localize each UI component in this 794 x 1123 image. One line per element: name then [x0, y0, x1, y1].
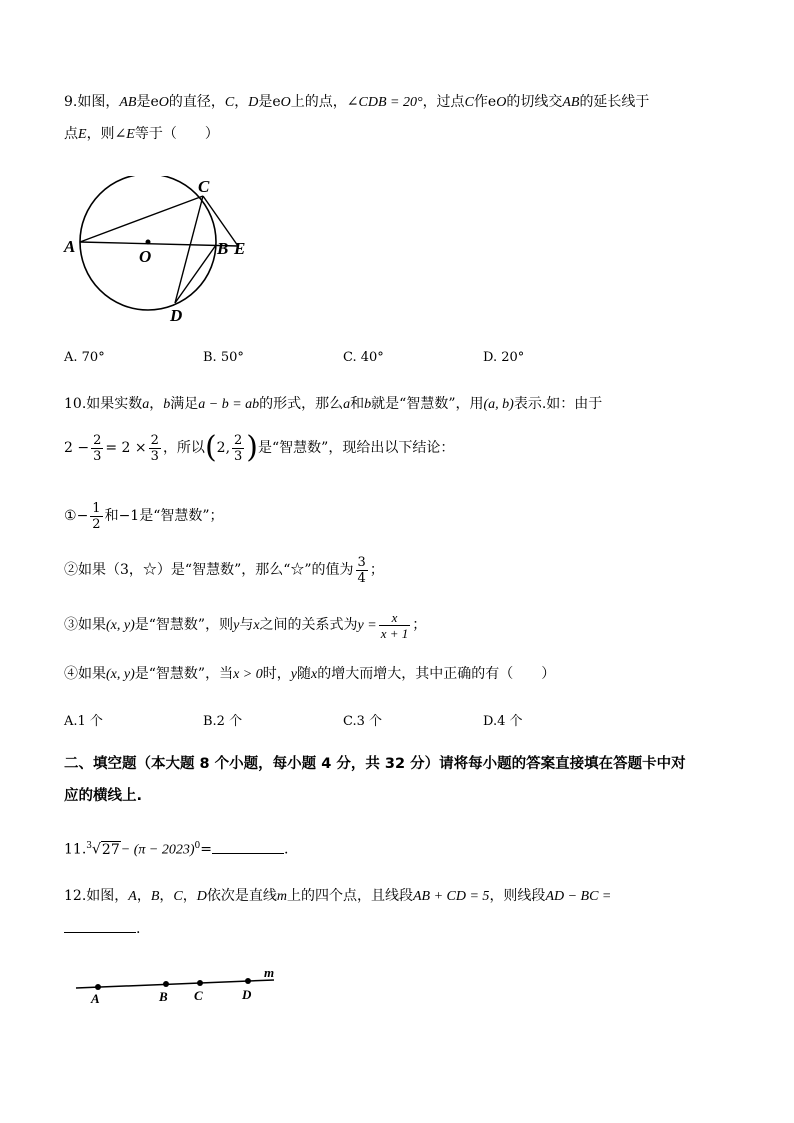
answer-blank[interactable]: [212, 839, 284, 854]
q10-conclusion-1: ①− $\frac{1}{2}$ 和−1是“智慧数”；: [64, 500, 224, 532]
q9-option-a[interactable]: A. 70°: [64, 350, 105, 365]
q10-conclusion-3: ③如果(x, y)是“智慧数”，则y与x之间的关系式为y = $\frac{x}{x + 1}$ ；: [64, 609, 427, 641]
fraction: $\frac{2}{3}$: [93, 432, 102, 464]
point-c: [197, 980, 203, 986]
fraction: $\frac{2}{3}$: [150, 432, 159, 464]
fraction: $\frac{3}{4}$: [357, 554, 366, 586]
segment-db: [175, 245, 216, 303]
q10-stem-line2: 2 − $\frac{2}{3}$ = 2 × $\frac{2}{3}$ ，所以(2, $\frac{2}{3}$ )是“智慧数”，现给出以下结论：: [64, 430, 455, 465]
q12-line-figure: [70, 962, 290, 1012]
q9-circle-figure: [60, 176, 260, 326]
q10-stem-line1: 10.如果实数a，b满足a − b = ab的形式，那么a和b就是“智慧数”，用(a, b)表示.如：由于: [64, 396, 603, 412]
answer-blank[interactable]: [64, 918, 136, 933]
label-b: B: [217, 239, 229, 258]
q12-stem-line2: .: [64, 918, 140, 939]
point-a: [95, 984, 101, 990]
q9-option-c[interactable]: C. 40°: [343, 350, 384, 365]
label-b: B: [159, 989, 168, 1004]
cube-root-index: 3: [86, 841, 92, 851]
q9-stem-line1: 9.如图，AB是eO的直径，C，D是eO上的点，∠CDB = 20°，过点C作eO的切线交AB的延长线于: [64, 94, 650, 110]
q9-option-b[interactable]: B. 50°: [203, 350, 244, 365]
angle-cdb: ∠CDB = 20°: [346, 95, 423, 110]
q9-stem-line2: 点E，则∠E等于（ ）: [64, 126, 219, 142]
q9-option-d[interactable]: D. 20°: [483, 350, 525, 365]
label-a: A: [91, 991, 100, 1006]
label-c: C: [194, 988, 203, 1003]
fraction: $\frac{2}{3}$: [234, 432, 243, 464]
q10-option-c[interactable]: C.3 个: [343, 714, 383, 729]
q10-option-b[interactable]: B.2 个: [203, 714, 243, 729]
section-2-heading-line2: 应的横线上.: [64, 788, 143, 804]
q10-option-d[interactable]: D.4 个: [483, 714, 523, 729]
label-e: E: [234, 239, 246, 258]
q11-stem: $11.^3√27- (\pi - 2023)^0=$ .: [64, 836, 288, 861]
fraction: $\frac{1}{2}$: [92, 500, 101, 532]
label-o: O: [139, 247, 152, 266]
center-point-o: [146, 240, 151, 245]
fraction: $\frac{x}{x + 1}$: [380, 609, 409, 641]
radical-sign: √: [92, 841, 101, 858]
q10-conclusion-4: ④如果(x, y)是“智慧数”，当x > 0时，y随x的增大而增大，其中正确的有（ ）: [64, 666, 556, 682]
point-d: [245, 978, 251, 984]
label-m: m: [264, 965, 275, 980]
circle-symbol: e: [487, 94, 497, 110]
q12-stem-line1: 12.如图，A，B，C，D依次是直线m上的四个点，且线段AB + CD = 5，则线段AD − BC =: [64, 888, 612, 904]
q10-conclusion-2: ②如果（3，☆）是“智慧数”，那么“☆”的值为 $\frac{3}{4}$ ；: [64, 554, 384, 586]
label-c: C: [198, 177, 210, 196]
circle-symbol: e: [150, 94, 159, 110]
segment-ac: [80, 196, 203, 242]
section-2-heading-line1: 二、填空题（本大题 8 个小题，每小题 4 分，共 32 分）请将每小题的答案直接填在答题卡中对: [64, 756, 686, 772]
q10-option-a[interactable]: A.1 个: [64, 714, 103, 729]
label-d: D: [170, 306, 183, 325]
label-d: D: [242, 987, 252, 1002]
point-b: [163, 981, 169, 987]
segment-ae: [80, 242, 238, 246]
circle-symbol: e: [272, 94, 281, 110]
label-a: A: [64, 237, 76, 256]
q9-number: 9.如图，: [64, 94, 120, 110]
